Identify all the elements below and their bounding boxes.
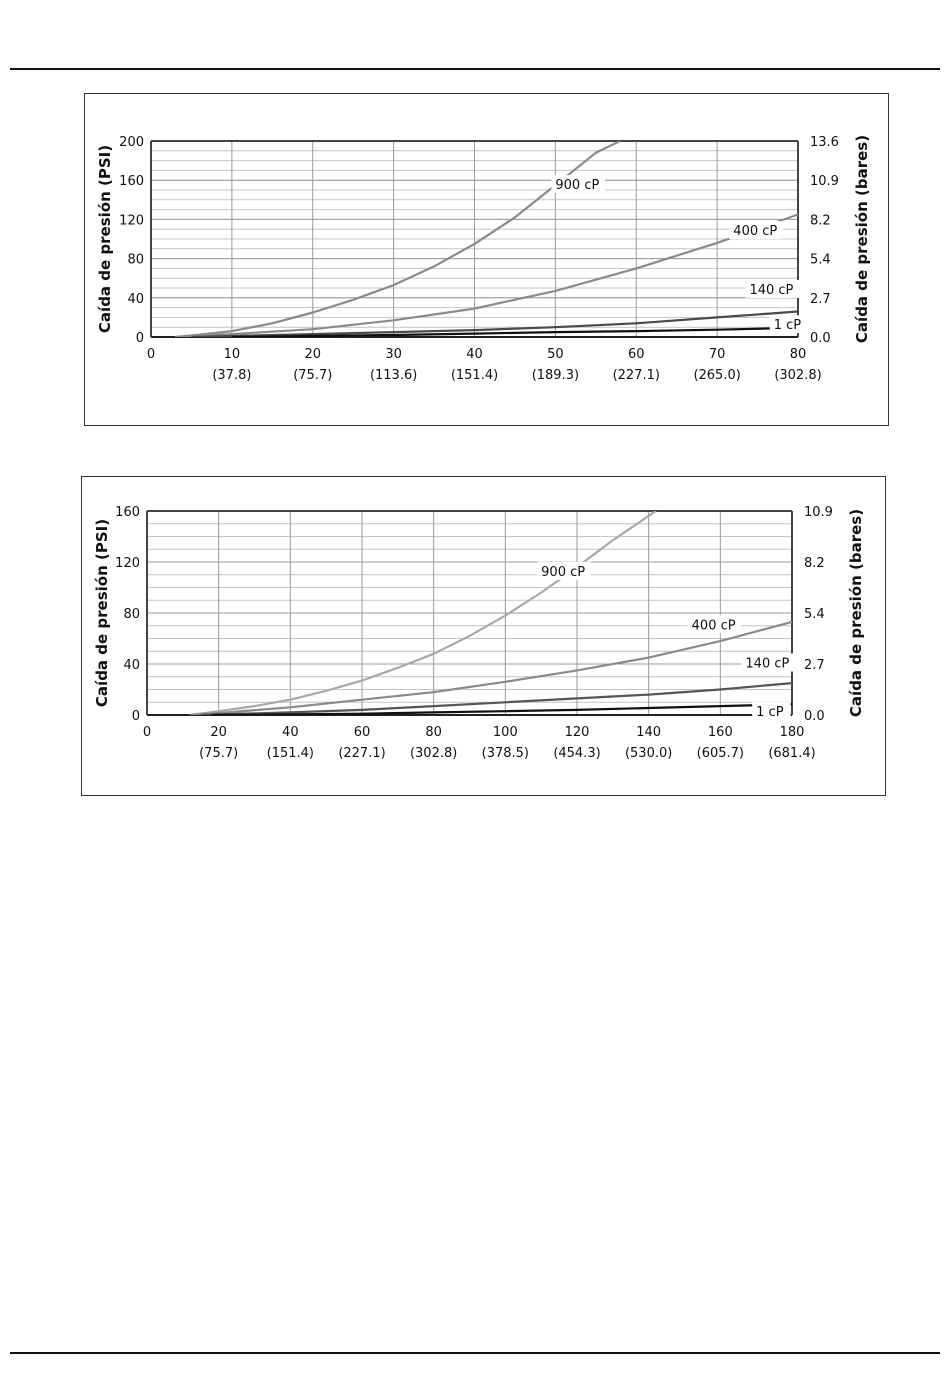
x-tick-sublabel-0: (227.1) — [612, 368, 660, 383]
x-tick-label-1: 40 — [282, 725, 299, 740]
top-rule — [10, 68, 940, 70]
series-label-0-1: 400 cP — [733, 224, 778, 240]
x-tick-sublabel-1: (302.8) — [409, 746, 458, 761]
y-tick-label-0: 120 — [119, 213, 144, 229]
series-label-0-2: 140 cP — [749, 282, 794, 298]
x-tick-sublabel-1: (227.1) — [338, 746, 386, 761]
series-label-1-2: 140 cP — [745, 656, 790, 672]
series-label-0-3: 1 cP — [773, 318, 802, 334]
x-tick-sublabel-1: (454.3) — [553, 746, 601, 761]
x-tick-sublabel-0: (75.7) — [293, 368, 333, 383]
x-tick-label-1: 100 — [492, 725, 518, 740]
bottom-rule — [10, 1352, 940, 1354]
y-tick-label-1: 80 — [123, 607, 140, 622]
y2-tick-label-1: 8.2 — [804, 556, 825, 571]
y-tick-label-1: 0 — [131, 709, 140, 724]
y2-tick-label-0: 8.2 — [810, 213, 831, 229]
y-axis-title-0: Caída de presión (PSI) — [96, 144, 114, 334]
chart-1-frame — [84, 93, 889, 426]
y-tick-label-0: 200 — [119, 135, 144, 150]
y-tick-label-1: 40 — [123, 658, 140, 673]
x-tick-sublabel-1: (75.7) — [199, 746, 239, 761]
y-tick-label-0: 160 — [119, 174, 144, 190]
series-label-1-3: 1 cP — [756, 705, 784, 720]
x-tick-sublabel-0: (189.3) — [531, 368, 580, 383]
x-tick-label-1: 160 — [707, 725, 733, 740]
x-tick-sublabel-0: (265.0) — [693, 368, 741, 383]
x-tick-label-1: 180 — [779, 725, 805, 740]
y2-tick-label-0: 2.7 — [810, 291, 831, 307]
y2-axis-title-0: Caída de presión (bares) — [853, 134, 871, 344]
x-tick-label-1: 60 — [353, 725, 371, 740]
x-tick-sublabel-0: (37.8) — [212, 368, 252, 383]
y2-tick-label-1: 2.7 — [804, 658, 825, 673]
y2-tick-label-1: 10.9 — [804, 505, 833, 520]
series-label-1-1: 400 cP — [691, 618, 736, 634]
x-tick-label-1: 0 — [142, 725, 152, 740]
x-tick-label-0: 40 — [466, 347, 483, 362]
y-axis-title-1: Caída de presión (PSI) — [93, 518, 111, 708]
x-tick-sublabel-0: (113.6) — [369, 368, 418, 383]
y2-tick-label-0: 5.4 — [810, 252, 831, 268]
y-tick-label-0: 0 — [135, 331, 144, 346]
x-tick-label-1: 140 — [636, 725, 662, 740]
x-tick-label-1: 80 — [425, 725, 442, 740]
x-tick-sublabel-1: (530.0) — [624, 746, 673, 761]
x-tick-label-1: 20 — [210, 725, 227, 740]
chart-2 — [82, 477, 885, 795]
x-tick-sublabel-1: (681.4) — [768, 746, 816, 761]
x-tick-sublabel-1: (378.5) — [481, 746, 530, 761]
x-tick-label-0: 30 — [385, 347, 402, 362]
y2-tick-label-1: 5.4 — [804, 607, 825, 622]
x-tick-label-0: 60 — [627, 347, 645, 362]
series-label-1-0: 900 cP — [541, 564, 586, 580]
y-tick-label-1: 120 — [115, 556, 140, 571]
x-tick-label-0: 80 — [789, 347, 807, 362]
x-tick-label-1: 120 — [564, 725, 590, 740]
chart-1 — [85, 94, 888, 425]
y-tick-label-0: 80 — [127, 252, 144, 268]
x-tick-sublabel-1: (151.4) — [266, 746, 315, 761]
y2-tick-label-0: 0.0 — [810, 331, 831, 346]
x-tick-label-0: 70 — [708, 347, 726, 362]
y2-tick-label-0: 10.9 — [810, 174, 839, 190]
y-tick-label-1: 160 — [115, 505, 140, 520]
series-label-0-0: 900 cP — [555, 178, 600, 194]
x-tick-sublabel-1: (605.7) — [696, 746, 745, 761]
x-tick-sublabel-0: (151.4) — [450, 368, 499, 383]
y-tick-label-0: 40 — [127, 291, 144, 307]
x-tick-sublabel-0: (302.8) — [774, 368, 822, 383]
x-tick-label-0: 0 — [146, 347, 156, 362]
chart-2-frame — [81, 476, 886, 796]
x-tick-label-0: 10 — [223, 347, 241, 362]
x-tick-label-0: 50 — [547, 347, 564, 362]
y2-tick-label-0: 13.6 — [810, 135, 839, 150]
y2-axis-title-1: Caída de presión (bares) — [847, 508, 865, 718]
y2-tick-label-1: 0.0 — [804, 709, 825, 724]
x-tick-label-0: 20 — [304, 347, 322, 362]
